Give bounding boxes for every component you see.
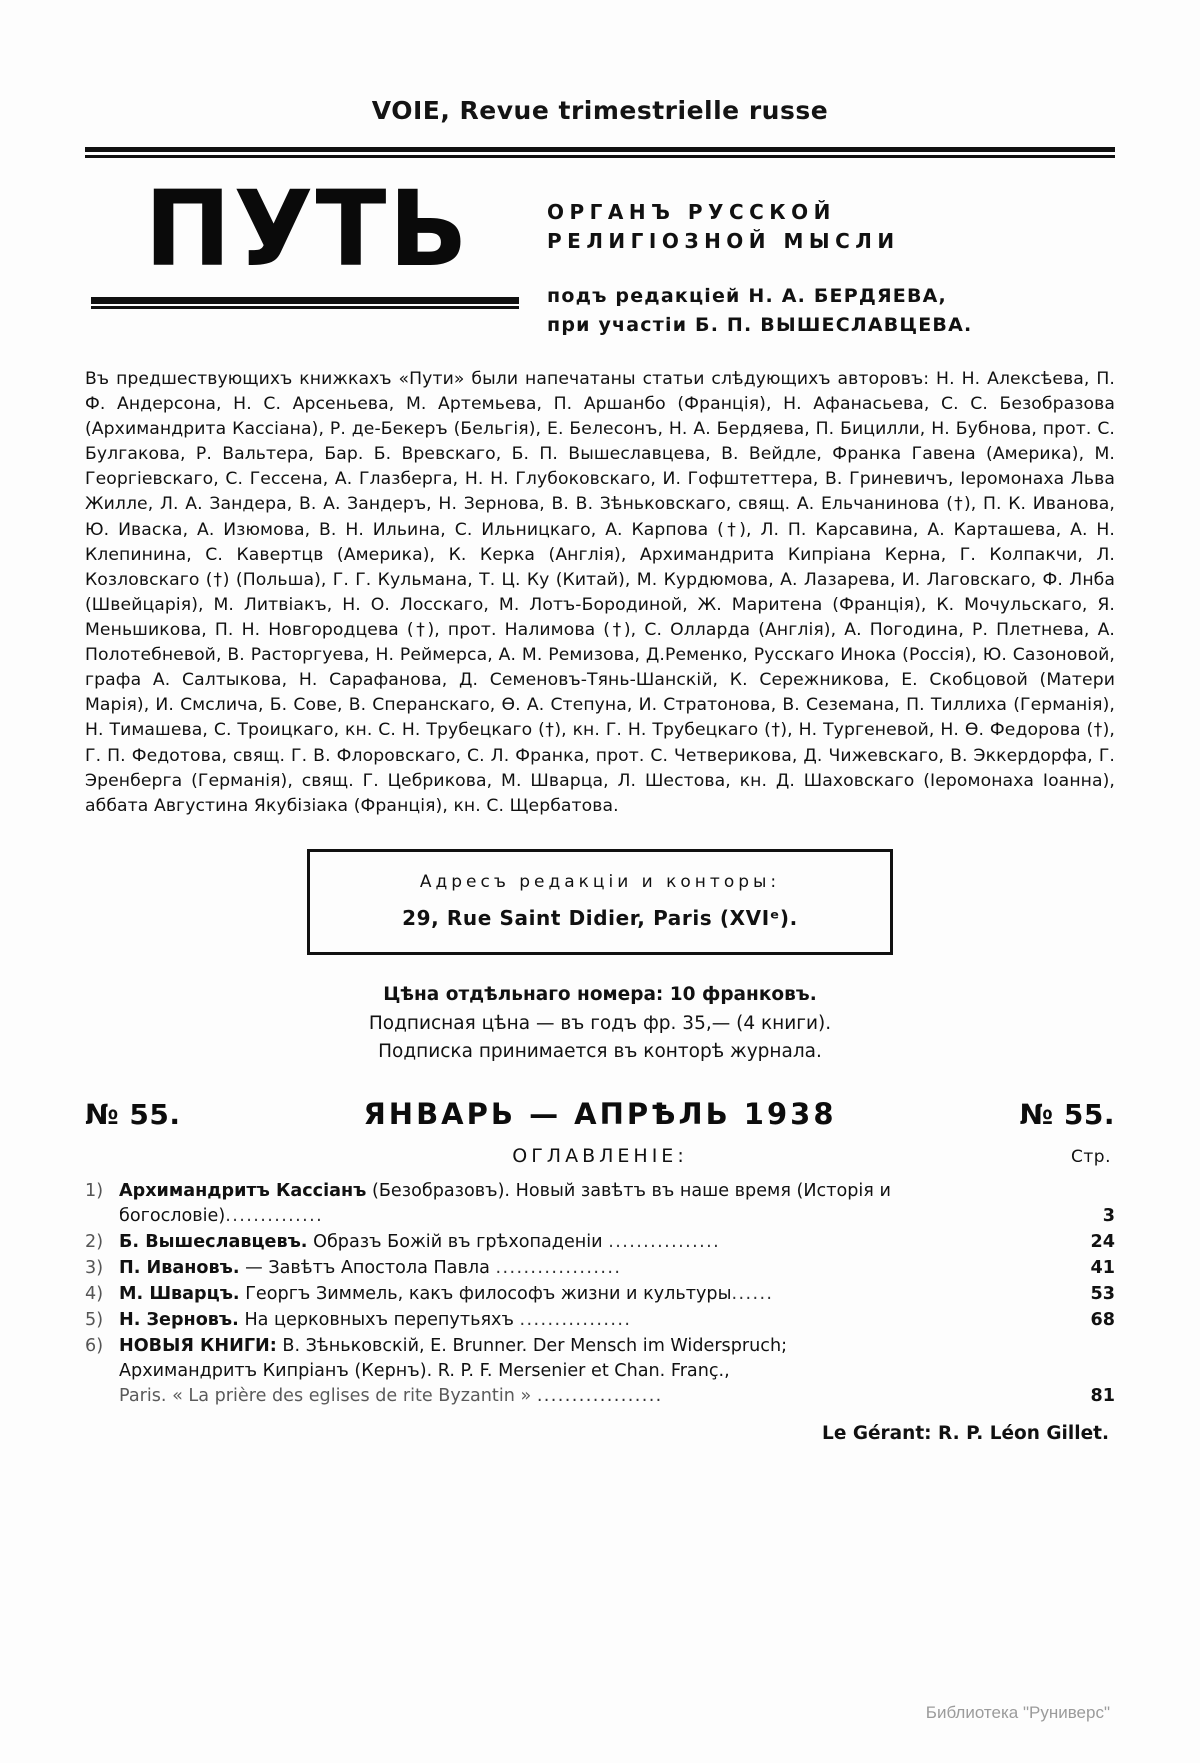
- contents-heading-row: [85, 1145, 1115, 1167]
- toc-dots: ......: [731, 1283, 774, 1304]
- toc-dots: ................: [519, 1309, 632, 1330]
- toc-item-body: [119, 1334, 1115, 1409]
- list-item[interactable]: [85, 1308, 1115, 1333]
- toc-dots: ................: [608, 1231, 721, 1252]
- toc-item-title: (Безобразовъ). Новый завѣтъ въ наше время (Исторія и богословіе): [119, 1180, 891, 1226]
- toc-item-number: 2): [85, 1231, 104, 1252]
- page-column-label: Стр.: [1071, 1146, 1111, 1167]
- list-item[interactable]: [85, 1334, 1115, 1409]
- masthead: [85, 168, 1115, 341]
- list-item[interactable]: [85, 1282, 1115, 1307]
- contents-heading: ОГЛАВЛЕНІЕ:: [512, 1144, 688, 1167]
- editor-line-2: при участіи Б. П. ВЫШЕСЛАВЦЕВА.: [547, 314, 973, 337]
- price-subscription: Подписная цѣна — въ годъ фр. 35,— (4 книги).: [368, 1012, 832, 1034]
- list-item[interactable]: [85, 1179, 1115, 1229]
- journal-logo: ПУТЬ: [144, 168, 470, 290]
- address-box: [307, 849, 893, 955]
- toc-item-title: В. Зѣньковскій, E. Brunner. Der Mensch im Widerspruch;: [282, 1335, 788, 1356]
- toc-dots: ..................: [495, 1257, 622, 1278]
- toc-item-number: 6): [85, 1335, 104, 1356]
- library-watermark: Библиотека "Руниверс": [925, 1703, 1110, 1722]
- gerant-line: Le Gérant: R. P. Léon Gillet.: [822, 1422, 1109, 1444]
- organ-line-1: ОРГАНЪ РУССКОЙ: [547, 200, 836, 224]
- toc-item-title-line-3: [119, 1384, 1063, 1409]
- toc-item-author: Н. Зерновъ.: [119, 1309, 239, 1330]
- toc-dots: ..............: [225, 1205, 324, 1226]
- issue-line: [85, 1097, 1115, 1131]
- header-divider: [85, 147, 1115, 158]
- toc-item-author: М. Шварцъ.: [119, 1283, 240, 1304]
- toc-item-page: 53: [1090, 1283, 1115, 1304]
- toc-item-title-line-2: Архимандритъ Кипріанъ (Кернъ). R. P. F. Mersenier et Chan. Franç.,: [119, 1360, 730, 1381]
- toc-dots: ..................: [536, 1385, 663, 1406]
- price-block: [85, 981, 1115, 1067]
- masthead-text-block: [525, 180, 1115, 341]
- issue-number-right: № 55.: [1019, 1097, 1115, 1131]
- toc-item-title: Георгъ Зиммель, какъ философъ жизни и культуры: [245, 1283, 732, 1304]
- previous-authors-paragraph: Въ предшествующихъ книжкахъ «Пути» были напечатаны статьи слѣдующихъ авторовъ: Н. Н. Алексѣева, П. Ф. Андерсона, Н. С. Арсеньева, М. Артемьева, П. Аршанбо (Франція), Н. Афанасьева, С. С. Безобразова (Архимандрита Кассіана), Р. де-Бекеръ (Бельгія), Е. Белесонъ, Н. А. Бердяева, П. Бицилли, Н. Бубнова, прот. С. Булгакова, Р. Вальтера, Бар. Б. Вревскаго, Б. П. Вышеславцева, В. Вейдле, Франка Гавена (Америка), М. Георгіевскаго, С. Гессена, А. Глазберга, Н. Н. Глубоковскаго, И. Гофштеттера, В. Гриневичъ, Іеромонаха Льва Жилле, Л. А. Зандера, В. А. Зандеръ, Н. Зернова, В. В. Зѣньковскаго, свящ. А. Ельчанинова (†), П. К. Иванова, Ю. Иваска, А. Изюмова, В. Н. Ильина, С. Ильницкаго, А. Карпова (†), Л. П. Карсавина, А. Карташева, А. Н. Клепинина, С. Кавертцв (Америка), К. Керка (Англія), Архимандрита Кипріана Керна, Г. Колпакчи, Л. Козловскаго (†) (Польша), Г. Г. Кульмана, Т. Ц. Ку (Китай), М. Курдюмова, А. Лазарева, И. Лаговскаго, Ф. Лнба (Швейцарія), М. Литвіакъ, Н. О. Лосскаго, М. Лотъ-Бородиной, Ж. Маритена (Франція), К. Мочульскаго, Я. Меньшикова, П. Н. Новгородцева (†), прот. Налимова (†), С. Олларда (Англія), А. Погодина, Р. Плетнева, А. Полотебневой, В. Расторгуева, Н. Реймерса, А. М. Ремизова, Д.Ременко, Русскаго Инока (Россія), Ю. Сазоновой, графа А. Салтыкова, Н. Сарафанова, Д. Семеновъ-Тянь-Шанскій, К. Сережникова, Е. Скобцовой (Матери Марія), И. Смслича, Б. Сове, В. Сперанскаго, Ѳ. А. Степуна, И. Стратонова, В. Сеземана, П. Тиллиха (Германія), Н. Тимашева, С. Троицкаго, кн. С. Н. Трубецкаго (†), кн. Г. Н. Трубецкаго (†), Н. Тургеневой, Н. Ѳ. Федорова (†), Г. П. Федотова, свящ. Г. В. Флоровскаго, С. Л. Франка, прот. С. Четверикова, Д. Чижевскаго, В. Эккердорфа, Г. Эренберга (Германія), свящ. Г. Цебрикова, М. Шварца, Л. Шестова, кн. Д. Шаховскаго (Іеромонаха Іоанна), аббата Августина Якубізіака (Франція), кн. С. Щербатова.: [85, 368, 1115, 816]
- toc-item-page: 3: [1102, 1205, 1115, 1226]
- table-of-contents: [85, 1179, 1115, 1409]
- subscription-note: Подписка принимается въ конторѣ журнала.: [378, 1041, 822, 1063]
- toc-item-title: — Завѣтъ Апостола Павла: [245, 1257, 490, 1278]
- running-title: VOIE, Revue trimestrielle russe: [371, 96, 829, 125]
- page-content: [85, 0, 1115, 1444]
- toc-item-page: 68: [1090, 1309, 1115, 1330]
- price-single-issue: Цѣна отдѣльнаго номера: 10 франковъ.: [383, 983, 817, 1005]
- toc-item-body: [119, 1282, 1115, 1307]
- toc-item-body: [119, 1256, 1115, 1281]
- issue-number-left: № 55.: [85, 1097, 181, 1131]
- masthead-logo-block: [85, 168, 525, 309]
- toc-item-author: НОВЫЯ КНИГИ:: [119, 1335, 277, 1356]
- toc-item-title: На церковныхъ перепутьяхъ: [244, 1309, 514, 1330]
- list-item[interactable]: [85, 1230, 1115, 1255]
- toc-item-number: 3): [85, 1257, 104, 1278]
- toc-item-number: 5): [85, 1309, 104, 1330]
- toc-item-body: [119, 1308, 1115, 1333]
- organ-line-2: РЕЛИГІОЗНОЙ МЫСЛИ: [547, 229, 900, 253]
- toc-item-author: П. Ивановъ.: [119, 1257, 240, 1278]
- toc-item-number: 4): [85, 1283, 104, 1304]
- toc-item-body: [119, 1230, 1115, 1255]
- toc-item-body: [119, 1179, 1115, 1229]
- toc-item-title: Образъ Божій въ грѣхопаденіи: [313, 1231, 603, 1252]
- toc-item-title-line-3-text: Paris. « La prière des eglises de rite Byzantin »: [119, 1385, 532, 1406]
- address-value: 29, Rue Saint Didier, Paris (XVIᵉ).: [402, 905, 798, 930]
- logo-underline: [91, 297, 519, 309]
- toc-item-author: Архимандритъ Кассіанъ: [119, 1180, 367, 1201]
- toc-item-author: Б. Вышеславцевъ.: [119, 1231, 308, 1252]
- toc-item-page: 24: [1090, 1231, 1115, 1252]
- toc-item-number: 1): [85, 1180, 104, 1201]
- toc-item-page: 81: [1090, 1385, 1115, 1406]
- editor-line-1: подъ редакціей Н. А. БЕРДЯЕВА,: [547, 285, 947, 307]
- list-item[interactable]: [85, 1256, 1115, 1281]
- toc-item-page: 41: [1090, 1257, 1115, 1278]
- issue-date: ЯНВАРЬ — АПРѢЛЬ 1938: [363, 1096, 837, 1131]
- address-label: Адресъ редакціи и конторы:: [419, 871, 781, 892]
